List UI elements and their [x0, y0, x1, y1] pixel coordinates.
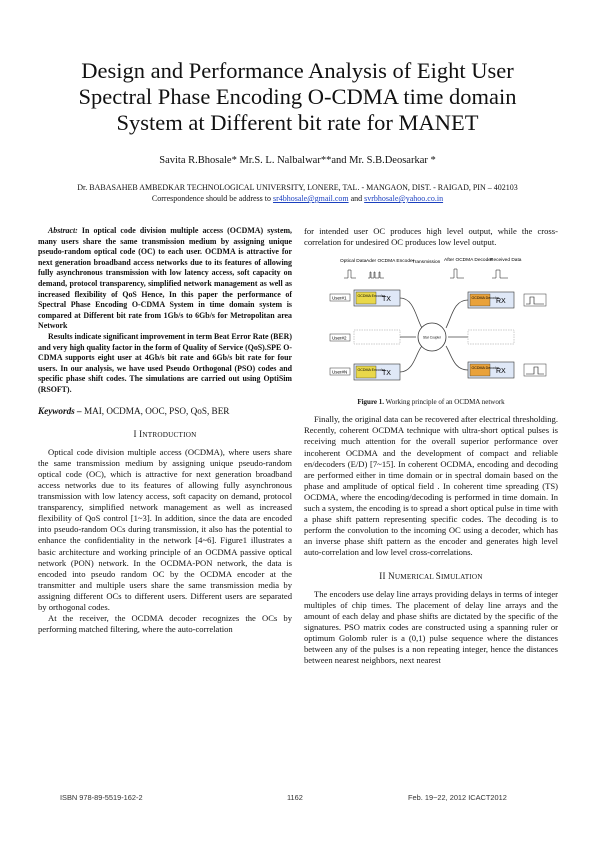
title-line-1: Design and Performance Analysis of Eight User [81, 58, 514, 83]
label-ocdma-decoder: After OCDMA Decoder [444, 258, 493, 264]
figure-caption-label: Figure 1. [357, 398, 385, 407]
section-heading-introduction [38, 429, 292, 441]
input-pulse-sketch [344, 270, 356, 278]
title-line-3: System at Different bit rate for MANET [116, 110, 479, 135]
section-heading-numerical-simulation [304, 571, 558, 583]
figure-caption-text: Working principle of an OCDMA network [384, 398, 505, 407]
footer-isbn: ISBN 978-89-5519-162-2 [60, 793, 143, 802]
email-link-1[interactable]: sr4bhosale@gmail.com [273, 194, 349, 203]
section-numeral: I [133, 428, 140, 439]
right-paragraph-2: The encoders use delay line arrays providing delays in terms of integer multiples of chip times. The placement of delay line arrays and the amount of each delay and phase shifts are dictated by the specific of the signatures. PSO matrix codes are constructed using a spanning ruler or optimum Golomb ruler is a (0,1) pulse sequence where the distances between any of the pulses is a non repeating integer, hence the distances between nearest neighbors, next nearest [304, 588, 558, 666]
title-line-2: Spectral Phase Encoding O-CDMA time domain [78, 84, 517, 109]
rx-group-2 [468, 330, 514, 344]
affiliation [20, 182, 575, 204]
affiliation-line: Dr. BABASAHEB AMBEDKAR TECHNOLOGICAL UNIVERSITY, LONERE, TAL. - MANGAON, DIST. - RAIGAD, PIN – 402103 [77, 183, 518, 192]
abstract-paragraph [38, 226, 292, 332]
correspondence-line [20, 193, 575, 204]
label-optical-data: Optical Data [340, 259, 367, 265]
label-ocdma-encoder: Ader OCDMA Encoder [366, 259, 415, 265]
keywords-text: MAI, OCDMA, OOC, PSO, QoS, BER [81, 405, 230, 416]
authors: Savita R.Bhosale* Mr.S. L. Nalbalwar**and Mr. S.B.Deosarkar * [159, 155, 436, 166]
email-link-2[interactable]: svrbhosale@yahoo.co.in [364, 194, 444, 203]
ocdma-network-diagram [304, 256, 558, 394]
label-received-data: Received Data [490, 258, 522, 264]
section-rest: NTRODUCTION [142, 430, 197, 439]
right-column [304, 226, 558, 666]
rx-label-n: RX [496, 368, 506, 376]
intro-paragraph-1: Optical code division multiple access (OCDMA), where users share the same transmission medium by assigning unique pseudo-random optical code (OC), which is attractive for next generation broadband access networks due to its features of allowing fully asynchronous transmission with low latency access, soft capacity on demand, protocol transparency, simplified network management as well as increased flexibility of QoS control [1~3]. In addition, since the data are encoded into pseudo-random OCs during transmission, it also has the potential to enhance the confidentiality in the network [4~6]. Figure1 illustrates a basic architecture and working principle of an OCDMA passive optical network (PON) network. In the OCDMA-PON network, the data is encoded into pseudo random OC by the OCDMA encoder at the transmitter and multiple users share the same transmission media by assigning different OCs to different users. Different users are separated by orthogonal codes. [38, 446, 292, 612]
tx-group-2 [354, 330, 400, 344]
abstract-text: In optical code division multiple access (OCDMA) system, many users share the same transmission medium by assigning unique pseudo-random optical code (OC) to each user. OCDMA is attractive for next generation broadband access networks due to its features of allowing fully asynchronous transmission with low latency access, soft capacity on demand, protocol transparency, simplified network management as well as increased flexibility of QoS Hence, In this paper the performance of Spectral Phase Encoding O-CDMA System in time domain system is compared at Different bit rate from 1Gb/s to 6Gb/s for Metropolitan area Network [38, 226, 292, 331]
section-first-letter: I [139, 428, 143, 439]
footer-conference: Feb. 19~22, 2012 ICACT2012 [408, 793, 507, 802]
userN-label: User#N [332, 369, 348, 375]
figure-1 [304, 256, 558, 394]
section2-first-letter-2: S [435, 570, 441, 581]
encoder-label-n: OCDMA Encoder [357, 368, 386, 373]
abstract-lead: Abstract: [48, 226, 78, 235]
user2-label: User#2 [332, 335, 347, 341]
decoded-pulse-sketch [450, 269, 464, 278]
user1-label: User#1 [332, 295, 347, 301]
right-paragraph-1: Finally, the original data can be recovered after electrical thresholding. Recently, coherent OCDMA technique with ultra-short optical pulses is receiving much attention for the overall superior performance over incoherent OCDMA and the development of compact and reliable en/decoders (E/D) [7~15]. In coherent OCDMA, encoding and decoding are performed either in time domain or in spectral domain based on the phase and amplitude of optical field . In coherent time spreading (TS) OCDMA, where the encoding/decoding is performed in time domain. In such a system, the encoding is to spread a short optical pulse in time with a phase shift pattern representing specific codes. The decoding is to perform the convolution to the incoming OC using a decoder, which has an inverse phase shift pattern as the encoder and generates high level auto-correlation and low level cross-correlations. [304, 414, 558, 558]
intro-paragraph-2-continued: for intended user OC produces high level output, while the cross-correlation for undesired OC produces low level output. [304, 226, 558, 248]
section2-rest-2: IMULATION [440, 572, 483, 581]
fiber-out-1 [446, 300, 468, 328]
paper-title [40, 58, 555, 136]
encoder-label-1: OCDMA Encoder [357, 294, 386, 299]
figure-caption [304, 397, 558, 408]
decoder-label-1: OCDMA Decoder [471, 296, 500, 301]
footer-page-number: 1162 [287, 793, 303, 802]
fiber-in-n [400, 346, 422, 372]
keywords-label: Keywords – [38, 405, 82, 416]
label-transmission: Transmission [412, 260, 441, 266]
hub-label: Star Coupler [423, 335, 441, 340]
keywords [38, 406, 292, 417]
results-paragraph: Results indicate significant improvement in term Beat Error Rate (BER) and very high quality factor in the form of Quality of Service (QoS).SPE O-CDMA supports eight user at 4Gb/s bit rate and 6Gb/s bit rate for four users. In our analysis, we have used Pseudo Orthogonal (PSO) codes and specific phase shift codes. The simulations are carried out using OptiSim (RSOFT). [38, 331, 292, 394]
section2-numeral: II [379, 570, 389, 581]
left-column [38, 226, 292, 635]
section2-first-letter: N [388, 570, 395, 581]
tx-label-1: TX [382, 296, 391, 304]
fiber-out-n [446, 346, 468, 370]
section2-rest-1: UMERICAL [394, 572, 436, 581]
tx-label-n: TX [382, 370, 391, 378]
correspondence-prefix: Correspondence should be address to [151, 194, 274, 203]
rx-label-1: RX [496, 298, 506, 306]
fiber-in-1 [400, 298, 422, 328]
intro-paragraph-2: At the receiver, the OCDMA decoder recognizes the OCs by performing matched filtering, where the auto-correlation [38, 613, 292, 635]
encoded-pulse-sketch [368, 272, 384, 278]
received-pulse-sketch [492, 270, 508, 278]
correspondence-and: and [348, 194, 365, 203]
decoder-label-n: OCDMA Decoder [471, 366, 500, 371]
